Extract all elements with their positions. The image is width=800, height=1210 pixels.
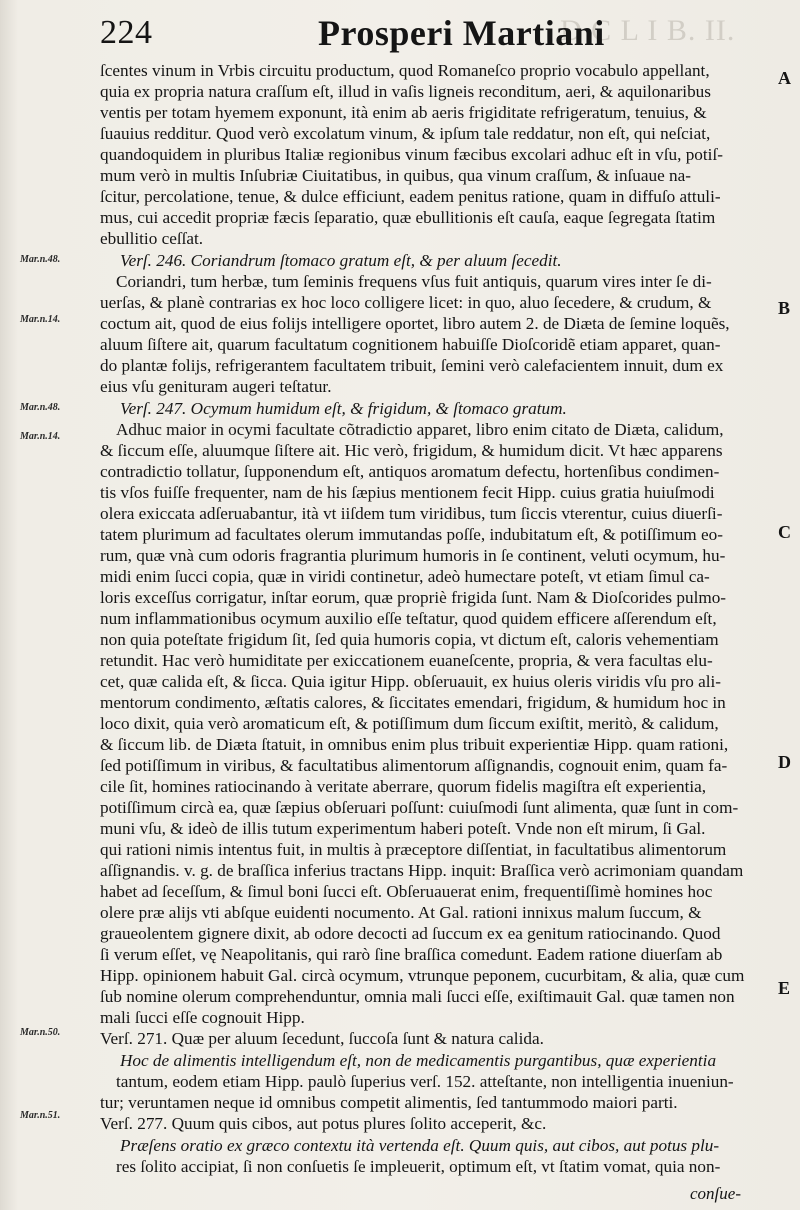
text-line: quandoquidem in pluribus Italiæ regionibus vinum fæcibus excolari adhuc eſt in vſu, potiſ- [100,145,723,164]
text-line: do plantæ folijs, refrigerantem facultatem tribuit, ſemini verò calefacientem innuit, dum ex [100,356,724,375]
text-line: rum, quæ vnà cum odoris fragrantia plurimum humoris in ſe continent, veluti ocymum, hu- [100,546,726,565]
text-line: loco dixit, quia verò aromaticum eſt, & potiſſimum dum ſiccum exiſtit, meritò, & calidum, [100,714,719,733]
catchword: conſue- [690,1184,741,1203]
text-line: mum verò in multis Inſubriæ Ciuitatibus, in quibus, qua vinum craſſum, & inſuaue na- [100,166,691,185]
section-letter-d: D [778,752,791,772]
text-line: tatem plurimum ad facultates olerum immutandas poſſe, indubitatum eſt, & potiſſimum eo- [100,525,723,544]
text-line: mali ſucci eſſe cognouit Hipp. [100,1008,305,1027]
text-line: contradictio tollatur, ſupponendum eſt, antiquos aromatum defectu, hortenſibus condimen- [100,462,720,481]
margin-ref: Mar.n.14. [20,314,61,325]
text-line: ſcentes vinum in Vrbis circuitu productum, quod Romaneſco proprio vocabulo appellant, [100,61,710,80]
text-line: tis vſos fuiſſe frequenter, nam de his ſæpius mentionem fecit Hipp. cuius gratia huiuſmodi [100,483,715,502]
text-line: ſuauius redditur. Quod verò excolatum vinum, & ipſum tale reddatur, non eſt, qui neſciat, [100,124,711,143]
text-line: cile ſit, homines ratiocinando à veritate aberrare, quorum fidelis magiſtra eſt experientia, [100,777,707,796]
running-head: Prosperi Martiani [318,13,605,53]
section-letter-e: E [778,978,791,998]
text-line: ſed potiſſimum in viribus, & facultatibus alimentorum aſſignandis, cognouit enim, quam fa- [100,756,728,775]
text-line: coctum ait, quod de eius folijs intelligere oportet, libro autem 2. de Diæta de ſemine loquẽs, [100,314,730,333]
text-line: Coriandri, tum herbæ, tum ſeminis frequens vſus fuit antiquis, quarum vires inter ſe di- [116,272,712,291]
margin-ref: Mar.n.48. [20,254,61,265]
text-line: ſcitur, percolatione, tenue, & dulce efficiunt, eadem penitus ratione, quam in diffuſo attuli- [100,187,721,206]
verse-heading: Hoc de alimentis intelligendum eſt, non de medicamentis purgantibus, quæ experientia [120,1051,717,1070]
text-line: olera exiccata adſeruabantur, ità vt iiſdem tum viridibus, tum ſiccis vterentur, cuius diuerſi- [100,504,723,523]
text-line: num inflammationibus ocymum auxilio eſſe teſtatur, quod quidem efficere aſſerendum eſt, [100,609,717,628]
verse-heading: Verſ. 247. Ocymum humidum eſt, & frigidum, & ſtomaco gratum. [120,399,567,418]
text-line: tur; veruntamen neque id omnibus competit alimentis, ſed tantummodo maiori parti. [100,1093,678,1112]
bleed-through-text: D C L I B. II. [560,14,736,47]
text-line: olere præ alijs vti abſque euidenti nocumento. At Gal. rationi innixus malum ſuccum, & [100,903,702,922]
section-letter-a: A [778,68,791,88]
text-line: Adhuc maior in ocymi facultate cõtradictio apparet, libro enim citato de Diæta, calidum, [116,420,724,439]
text-line: ventis per totam hyemem exponunt, ità enim ab aeris frigiditate refrigeratum, tenuius, & [100,103,707,122]
verse-heading: Præſens oratio ex græco contextu ità vertenda eſt. Quum quis, aut cibos, aut potus plu- [120,1136,720,1155]
page-number: 224 [100,14,153,51]
text-line: Verſ. 271. Quæ per aluum ſecedunt, ſuccoſa ſunt & natura calida. [100,1029,544,1048]
text-line: qui rationi nimis intentus fuit, in multis à præceptore diſſentiat, in facultatibus alimentorum [100,840,727,859]
margin-ref: Mar.n.14. [20,431,61,442]
text-line: res ſolito accipiat, ſi non conſuetis ſe impleuerit, optimum eſt, vt ſtatim vomat, quia non- [116,1157,721,1176]
margin-ref: Mar.n.51. [20,1110,61,1121]
text-line: midi enim ſucci copia, quæ in viridi continetur, adeò humectare poteſt, vt etiam ſimul ca- [100,567,710,586]
text-line: Hipp. opinionem habuit Gal. circà ocymum, vtrunque peponem, cucurbitam, & alia, quæ cum [100,966,745,985]
text-line: cet, quæ calida eſt, & ſicca. Quia igitur Hipp. obſeruauit, ex huius oleris viridis vſu pro ali- [100,672,721,691]
text-line: habet ad ſeceſſum, & ſimul boni ſucci eſt. Obſeruauerat enim, frequentiſſimè homines hoc [100,882,713,901]
text-line: graueolentem gignere dixit, ab odore decocti ad ſuccum ex ea genitum ratiocinando. Quod [100,924,721,943]
text-line: ſub nomine olerum comprehenduntur, omnia mali ſucci eſſe, exiſtimauit Gal. quæ tamen non [100,987,735,1006]
text-line [100,1177,740,1198]
text-line: muni vſu, & ideò de illis tutum experimentum haberi poteſt. Vnde non eſt mirum, ſi Gal. [100,819,706,838]
text-line: loris exceſſus corrigatur, inſtar eorum, quæ propriè frigida ſunt. Nam & Dioſcorides pulmo- [100,588,727,607]
verse-heading: Verſ. 246. Coriandrum ſtomaco gratum eſt, & per aluum ſecedit. [120,251,562,270]
text-line: non quia poteſtate frigidum ſit, ſed quia humoris copia, vt dictum eſt, caloris vehementiam [100,630,719,649]
text-line: aſſignandis. v. g. de braſſica inferius tractans Hipp. inquit: Braſſica verò acrimoniam quandam [100,861,744,880]
text-line: tantum, eodem etiam Hipp. paulò ſuperius verſ. 152. atteſtante, non intelligentia inueniun- [116,1072,734,1091]
text-line: ſi verum eſſet, vę Neapolitanis, qui rarò ſine braſſica comedunt. Eadem ratione diuerſam ab [100,945,723,964]
text-line: & ſiccum lib. de Diæta ſtatuit, in omnibus enim plus tribuit experientiæ Hipp. quam rationi, [100,735,729,754]
text-line: Verſ. 277. Quum quis cibos, aut potus plures ſolito acceperit, &c. [100,1114,547,1133]
text-line: potiſſimum circà ea, quæ ſæpius obſeruari poſſunt: cuiuſmodi ſunt alimenta, quæ ſunt in com- [100,798,739,817]
text-line: quia ex propria natura craſſum eſt, illud in vaſis ligneis reconditum, aeri, & aquilonaribus [100,82,711,101]
text-line: mentorum condimento, æſtatis calores, & ſiccitates emendari, frigidum, & humidum hoc in [100,693,726,712]
text-line: eius vſu genituram augeri teſtatur. [100,377,332,396]
section-letter-b: B [778,298,791,318]
text-line: ebullitio ceſſat. [100,229,204,248]
text-line: aluum ſiſtere ait, quarum facultatum cognitionem habuiſſe Dioſcoridẽ etiam apparet, quan- [100,335,721,354]
text-line: & ſiccum eſſe, aluumque ſiſtere ait. Hic verò, frigidum, & humidum dicit. Vt hæc apparens [100,441,723,460]
text-line: retundit. Hac verò humiditate per exiccationem euaneſcente, propria, & vera facultas elu- [100,651,713,670]
margin-ref: Mar.n.50. [20,1027,61,1038]
section-letter-c: C [778,522,791,542]
text-line: uerſas, & planè contrarias ex hoc loco colligere licet: in quo, aluo ſecedere, & crudum, & [100,293,712,312]
margin-ref: Mar.n.48. [20,402,61,413]
text-line: mus, cui accedit propriæ fæcis ſeparatio, quæ ebullitionis eſt cauſa, eaque ſegregata ſtatim [100,208,716,227]
